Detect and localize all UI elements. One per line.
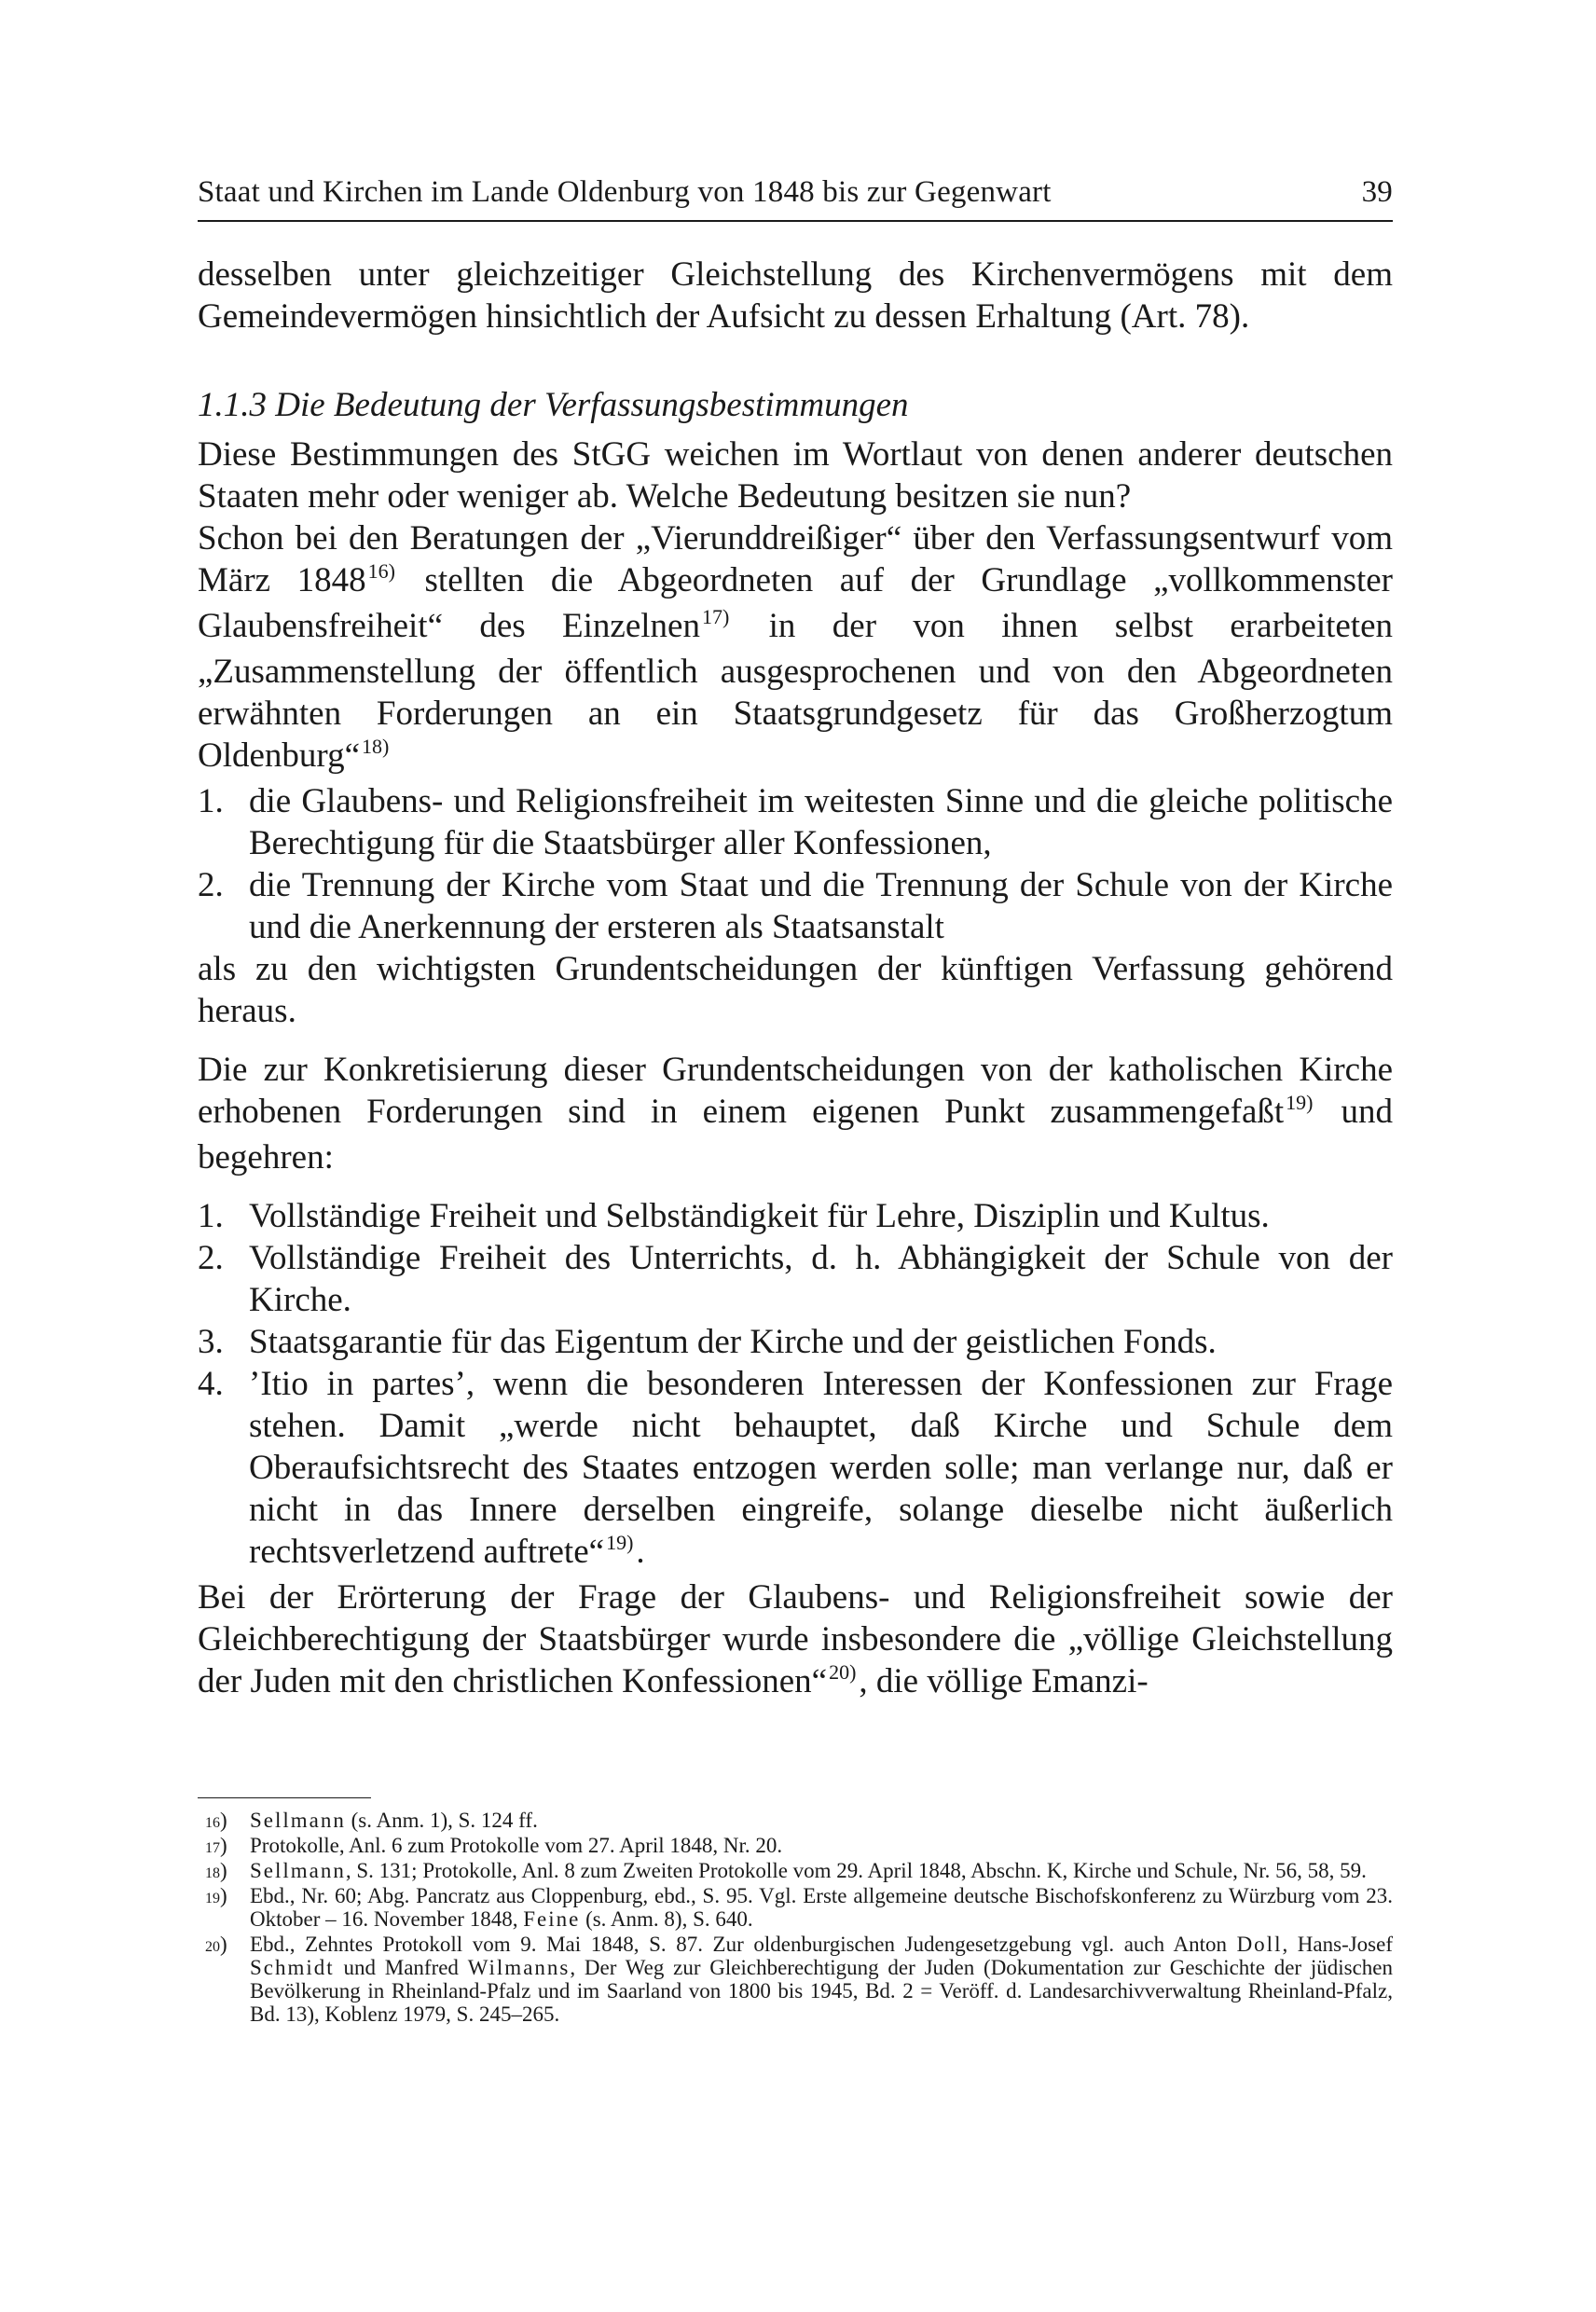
footnote-ref-20[interactable]: 20) [829,1660,857,1684]
footnote-ref-18[interactable]: 18) [362,735,390,758]
paragraph-4 [198,1049,1393,1178]
footnote-text: Ebd., Zehntes Protokoll vom 9. Mai 1848, S. 87. Zur oldenburgischen Judengesetzgebung vgl. auch Anton [250,1933,1237,1956]
footnote-ref-19b[interactable]: 19) [606,1531,634,1554]
footnote-17 [198,1834,1393,1857]
footnote-divider [198,1797,371,1798]
footnote-number: 19) [205,1884,227,1907]
list-item-number: 1. [198,1197,224,1235]
paragraph-5-text-b: , die völlige Emanzi- [859,1662,1149,1700]
footnote-text: , Der Weg zur Gleichberechtigung der Juden (Dokumentation zur Geschichte der jüdischen Bevölkerung in Rheinland-Pfalz und im Saarland von 1800 bis 1945, Bd. 2 = Veröff. d. Landesarchivverwaltung Rheinland-Pfalz, Bd. 13), Koblenz 1979, S. 245–265. [250,1956,1393,2026]
footnote-author: Feine [523,1907,581,1931]
catholic-demands-list [198,1195,1393,1576]
list-item [198,1321,1393,1363]
footnote-text: (s. Anm. 1), S. 124 ff. [345,1809,538,1832]
footnote-text: Ebd., Nr. 60; Abg. Pancratz aus Cloppenburg, ebd., S. 95. Vgl. Erste allgemeine deutsche Bischofskonferenz zu Würzburg vom 23. Oktober – 16. November 1848, [250,1884,1393,1931]
footnote-text: Protokolle, Anl. 6 zum Protokolle vom 27. April 1848, Nr. 20. [250,1834,783,1857]
footnote-ref-16[interactable]: 16) [367,559,395,583]
paragraph-5 [198,1576,1393,1706]
list-item [198,780,1393,864]
list-item-text-end: . [636,1533,645,1571]
paragraph-2-text-a: Schon bei den Beratungen der „Vierunddreißiger“ über den Verfassungsentwurf vom März 1848 [198,519,1393,599]
paragraph-2-text-c: in der von ihnen selbst erarbeiteten „Zusammenstellung der öffentlich ausgesprochenen und von den Abgeordneten erwähnten Forderungen an ein Staatsgrundgesetz für das Großherzogtum Oldenburg“ [198,607,1393,775]
footnote-text-end: (s. Anm. 8), S. 640. [580,1907,753,1931]
footnote-author: Doll [1236,1933,1283,1956]
paragraph-5-text-a: Bei der Erörterung der Frage der Glaubens- und Religionsfreiheit sowie der Gleichberechtigung der Staatsbürger wurde insbesondere die „völlige Gleichstellung der Juden mit den christlichen Konfessionen“ [198,1578,1393,1700]
footnote-text: , Hans-Josef [1282,1933,1393,1956]
intro-paragraph: desselben unter gleichzeitiger Gleichstellung des Kirchenvermögens mit dem Gemeindevermögen hinsichtlich der Aufsicht zu dessen Erhaltung (Art. 78). [198,255,1393,336]
paragraph-1: Diese Bestimmungen des StGG weichen im Wortlaut von denen anderer deutschen Staaten mehr oder weniger ab. Welche Bedeutung besitzen sie nun? [198,435,1393,516]
page-number: 39 [1361,175,1393,209]
running-head-title: Staat und Kirchen im Lande Oldenburg von 1848 bis zur Gegenwart [198,175,1052,209]
demands-list [198,780,1393,948]
footnote-text: , S. 131; Protokolle, Anl. 8 zum Zweiten Protokolle vom 29. April 1848, Abschn. K, Kirche und Schule, Nr. 56, 58, 59. [345,1859,1367,1882]
list-item-text: Vollständige Freiheit und Selbständigkeit für Lehre, Disziplin und Kultus. [249,1197,1270,1235]
list-item-text: Vollständige Freiheit des Unterrichts, d. h. Abhängigkeit der Schule von der Kirche. [249,1239,1393,1319]
footnote-number: 16) [205,1809,227,1832]
footnote-author: Schmidt [250,1956,335,1979]
paragraph-2-text-b: stellten die Abgeordneten auf der Grundlage „vollkommenster Glaubensfreiheit“ des Einzelnen [198,561,1393,645]
footnotes [198,1809,1393,2028]
list-item-number: 4. [198,1365,224,1403]
main-text [198,254,1393,1706]
list-item-text: ’Itio in partes’, wenn die besonderen Interessen der Konfessionen zur Frage stehen. Damit „werde nicht behauptet, daß Kirche und Schule dem Oberaufsichtsrecht des Staates entzogen werden solle; man verlange nur, daß er nicht in das Innere derselben eingreife, solange dieselbe nicht äußerlich rechtsverletzend auftrete“ [249,1365,1393,1571]
footnote-author: Sellmann [250,1859,346,1882]
footnote-16 [198,1809,1393,1832]
list-item [198,864,1393,948]
footnote-number: 18) [205,1859,227,1882]
footnote-text: und Manfred [334,1956,468,1979]
list-item [198,1363,1393,1576]
list-item-text: die Glaubens- und Religionsfreiheit im weitesten Sinne und die gleiche politische Berechtigung für die Staatsbürger aller Konfessionen, [249,782,1393,862]
paragraph-3: als zu den wichtigsten Grundentscheidungen der künftigen Verfassung gehörend heraus. [198,950,1393,1030]
footnote-20 [198,1933,1393,2026]
list-item-number: 1. [198,782,224,820]
footnote-number: 17) [205,1834,227,1857]
footnote-ref-17[interactable]: 17) [701,605,730,628]
list-item [198,1237,1393,1321]
footnote-author: Sellmann [250,1809,346,1832]
running-head [198,173,1393,222]
footnote-19 [198,1884,1393,1931]
list-item-text: die Trennung der Kirche vom Staat und die Trennung der Schule von der Kirche und die Anerkennung der ersteren als Staatsanstalt [249,866,1393,946]
list-item-text: Staatsgarantie für das Eigentum der Kirche und der geistlichen Fonds. [249,1323,1217,1361]
list-item-number: 2. [198,1239,224,1277]
footnote-18 [198,1859,1393,1882]
paragraph-2 [198,517,1393,780]
list-item-number: 3. [198,1323,224,1361]
footnote-ref-19[interactable]: 19) [1286,1091,1314,1114]
list-item [198,1195,1393,1237]
list-item-number: 2. [198,866,224,904]
footnote-author: Wilmanns [467,1956,571,1979]
section-heading: 1.1.3 Die Bedeutung der Verfassungsbestimmungen [198,386,909,424]
footnote-number: 20) [205,1933,227,1956]
paragraph-4-text-b: und begehren: [198,1093,1394,1177]
paragraph-4-text-a: Die zur Konkretisierung dieser Grundentscheidungen von der katholischen Kirche erhobenen Forderungen sind in einem eigenen Punkt zusammengefaßt [198,1051,1393,1131]
